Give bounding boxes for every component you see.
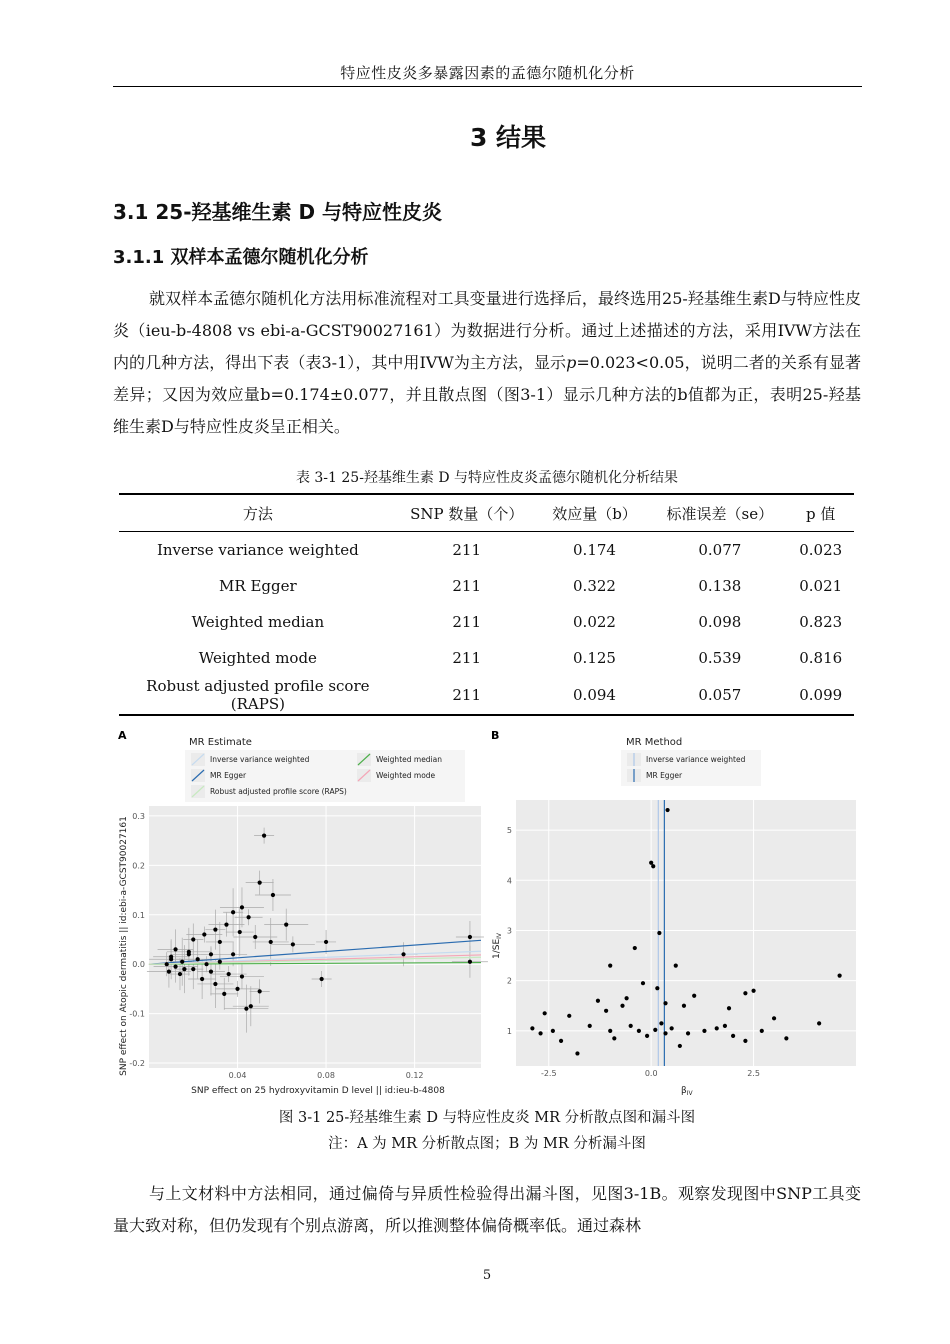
panel-b-label: B — [491, 729, 500, 742]
col-header-snp: SNP 数量（个） — [397, 494, 537, 532]
data-point — [196, 957, 200, 961]
data-point — [191, 937, 195, 941]
x-tick-label: 2.5 — [747, 1069, 760, 1078]
data-point — [655, 986, 659, 990]
data-point — [173, 965, 177, 969]
data-point — [629, 1024, 633, 1028]
data-point — [169, 957, 173, 961]
data-point — [641, 981, 645, 985]
data-point — [180, 960, 184, 964]
y-tick-label: 0.0 — [132, 960, 145, 970]
data-point — [200, 977, 204, 981]
data-point — [625, 996, 629, 1000]
data-point — [240, 905, 244, 909]
data-point — [670, 1026, 674, 1030]
data-point — [167, 970, 171, 974]
x-tick-label: 0.0 — [644, 1069, 658, 1078]
data-point — [213, 927, 217, 931]
data-point — [231, 952, 235, 956]
data-point — [633, 946, 637, 950]
data-point — [559, 1039, 563, 1043]
data-point — [575, 1051, 579, 1055]
x-tick-label: 0.12 — [405, 1071, 424, 1080]
data-point — [784, 1036, 788, 1040]
x-tick-label: -2.5 — [540, 1069, 557, 1078]
data-point — [224, 923, 228, 927]
legend-label: Inverse variance weighted — [646, 755, 746, 764]
cell-snp: 211 — [452, 649, 482, 667]
data-point — [253, 935, 257, 939]
data-point — [620, 1004, 624, 1008]
data-point — [235, 987, 239, 991]
data-point — [204, 962, 208, 966]
data-point — [209, 970, 213, 974]
paragraph-1-text-b: =0.023<0.05，说明二者的关系有显著差异；又因为效应量b=0.174±0.077，并且散点图（图3-1）显示几种方法的b值都为正，表明25-羟基维生素D与特应性皮炎呈正相关。 — [113, 353, 861, 436]
data-point — [715, 1026, 719, 1030]
panel-b-legend-title: MR Method — [626, 737, 683, 748]
data-point — [608, 1029, 612, 1033]
panel-a-ylabel: SNP effect on Atopic dermatitis || id:ebi-a-GCST90027161 — [119, 816, 129, 1076]
data-point — [291, 942, 295, 946]
data-point — [249, 1004, 253, 1008]
panel-a-label: A — [118, 729, 127, 742]
data-point — [258, 881, 262, 885]
cell-method: Weighted mode — [198, 649, 317, 667]
table-header-row — [119, 494, 854, 532]
data-point — [674, 964, 678, 968]
data-point — [551, 1029, 555, 1033]
table-row — [119, 640, 854, 676]
data-point — [596, 999, 600, 1003]
data-point — [760, 1029, 764, 1033]
data-point — [637, 1029, 641, 1033]
x-tick-label: 0.04 — [228, 1071, 247, 1080]
data-point — [222, 992, 226, 996]
data-point — [645, 1034, 649, 1038]
col-header-p: p 值 — [787, 494, 854, 532]
data-point — [772, 1016, 776, 1020]
p-symbol: p — [566, 353, 577, 372]
legend-label: Weighted median — [376, 755, 443, 764]
data-point — [653, 1028, 657, 1032]
panel-a-legend-title: MR Estimate — [189, 737, 252, 748]
data-point — [218, 960, 222, 964]
data-point — [604, 1009, 608, 1013]
data-point — [269, 940, 273, 944]
y-tick-label: 0.2 — [132, 861, 145, 871]
data-point — [543, 1011, 547, 1015]
data-point — [468, 960, 472, 964]
cell-se: 0.098 — [698, 613, 742, 631]
results-table — [119, 493, 854, 716]
data-point — [244, 1007, 248, 1011]
legend-label: Weighted mode — [376, 771, 436, 780]
data-point — [538, 1031, 542, 1035]
figure-caption: 图 3-1 25-羟基维生素 D 与特应性皮炎 MR 分析散点图和漏斗图 — [278, 1110, 696, 1126]
col-header-se: 标准误差（se） — [652, 494, 787, 532]
section-heading: 3.1 25-羟基维生素 D 与特应性皮炎 — [113, 200, 443, 224]
legend-label: MR Egger — [646, 771, 683, 780]
paragraph-2: 与上文材料中方法相同，通过偏倚与异质性检验得出漏斗图，见图3-1B。观察发现图中SNP工具变量大致对称，但仍发现有个别点游离，所以推测整体偏倚概率低。通过森林 — [113, 1184, 861, 1235]
panel-b-plot — [507, 800, 856, 1078]
data-point — [191, 967, 195, 971]
data-point — [702, 1029, 706, 1033]
data-point — [651, 864, 655, 868]
legend-label: Robust adjusted profile score (RAPS) — [210, 787, 347, 796]
table-row — [119, 532, 854, 569]
data-point — [231, 910, 235, 914]
y-tick-label: -0.1 — [129, 1009, 145, 1019]
col-header-b: 效应量（b） — [537, 494, 653, 532]
data-point — [209, 952, 213, 956]
panel-a-background — [149, 806, 481, 1068]
table-row — [119, 604, 854, 640]
data-point — [743, 991, 747, 995]
cell-snp: 211 — [452, 577, 482, 595]
data-point — [608, 964, 612, 968]
y-tick-label: 0.1 — [132, 910, 145, 920]
data-point — [723, 1024, 727, 1028]
data-point — [165, 962, 169, 966]
y-tick-label: -0.2 — [129, 1059, 145, 1069]
data-point — [659, 1021, 663, 1025]
data-point — [324, 940, 328, 944]
chapter-title: 3 结果 — [469, 123, 547, 152]
legend-label: MR Egger — [210, 771, 247, 780]
cell-b: 0.022 — [573, 613, 616, 631]
cell-p: 0.099 — [787, 676, 854, 715]
data-point — [588, 1024, 592, 1028]
cell-p: 0.823 — [799, 613, 843, 631]
data-point — [247, 915, 251, 919]
panel-b-background — [516, 800, 856, 1066]
data-point — [657, 931, 661, 935]
data-point — [663, 1031, 667, 1035]
data-point — [401, 952, 405, 956]
data-point — [612, 1036, 616, 1040]
data-point — [213, 982, 217, 986]
col-header-method: 方法 — [119, 494, 397, 532]
data-point — [262, 834, 266, 838]
y-tick-label: 4 — [506, 876, 512, 886]
panel-b-legend — [621, 750, 761, 786]
data-point — [731, 1034, 735, 1038]
x-tick-label: 0.08 — [317, 1071, 335, 1080]
data-point — [817, 1021, 821, 1025]
cell-b: 0.322 — [573, 577, 616, 595]
cell-b: 0.174 — [573, 541, 616, 559]
y-tick-label: 1 — [506, 1026, 512, 1036]
data-point — [692, 994, 696, 998]
cell-method: Weighted median — [191, 613, 325, 631]
panel-a-plot — [129, 806, 488, 1080]
data-point — [751, 989, 755, 993]
data-point — [567, 1014, 571, 1018]
y-tick-label: 2 — [506, 976, 512, 986]
figure-svg — [113, 724, 861, 1100]
data-point — [468, 935, 472, 939]
data-point — [320, 977, 324, 981]
cell-se: 0.138 — [698, 577, 742, 595]
y-tick-label: 0.3 — [132, 811, 145, 821]
cell-b: 0.094 — [537, 676, 653, 715]
data-point — [240, 974, 244, 978]
data-point — [838, 974, 842, 978]
cell-p: 0.023 — [799, 541, 843, 559]
cell-b: 0.125 — [573, 649, 616, 667]
table-row — [119, 676, 854, 715]
data-point — [258, 989, 262, 993]
cell-method: MR Egger — [219, 577, 297, 595]
panel-b-ylabel: $1/SE_{IV}$ — [492, 932, 503, 960]
cell-method: Robust adjusted profile score (RAPS) — [119, 676, 397, 715]
data-point — [271, 893, 275, 897]
data-point — [238, 930, 242, 934]
paragraph-1-text-a: 就双样本孟德尔随机化方法用标准流程对工具变量进行选择后，最终选用25-羟基维生素D与特应性皮炎（ieu-b-4808 vs ebi-a-GCST90027161）为数据进行分析。通过上述描述的方法，采用IVW方法在内的几种方法，得出下表（表3-1），其中用IVW为主方法，显示 — [113, 289, 861, 372]
panel-a-xlabel: SNP effect on 25 hydroxyvitamin D level || id:ieu-b-4808 — [191, 1086, 445, 1096]
data-point — [743, 1039, 747, 1043]
data-point — [182, 967, 186, 971]
cell-se: 0.539 — [698, 649, 742, 667]
data-point — [173, 947, 177, 951]
header-rule — [113, 86, 862, 87]
cell-method: Inverse variance weighted — [156, 541, 359, 559]
data-point — [665, 808, 669, 812]
cell-snp: 211 — [397, 676, 537, 715]
data-point — [202, 932, 206, 936]
table-row — [119, 568, 854, 604]
data-point — [178, 972, 182, 976]
data-point — [649, 861, 653, 865]
subsection-heading: 3.1.1 双样本孟德尔随机化分析 — [113, 247, 369, 268]
y-tick-label: 5 — [506, 826, 512, 836]
running-header: 特应性皮炎多暴露因素的孟德尔随机化分析 — [340, 64, 635, 82]
cell-snp: 211 — [452, 541, 482, 559]
table-caption: 表 3-1 25-羟基维生素 D 与特应性皮炎孟德尔随机化分析结果 — [295, 470, 679, 486]
data-point — [218, 940, 222, 944]
data-point — [682, 1004, 686, 1008]
cell-p: 0.021 — [799, 577, 843, 595]
figure-3-1 — [113, 724, 861, 1100]
legend-label: Inverse variance weighted — [210, 755, 310, 764]
y-tick-label: 3 — [506, 926, 512, 936]
cell-se: 0.077 — [698, 541, 742, 559]
data-point — [227, 972, 231, 976]
panel-a-legend — [185, 750, 465, 802]
figure-note: 注：A 为 MR 分析散点图；B 为 MR 分析漏斗图 — [328, 1136, 646, 1152]
data-point — [663, 1001, 667, 1005]
cell-snp: 211 — [452, 613, 482, 631]
data-point — [686, 1031, 690, 1035]
data-point — [284, 923, 288, 927]
cell-p: 0.816 — [799, 649, 843, 667]
cell-se: 0.057 — [652, 676, 787, 715]
paragraph-1 — [113, 283, 861, 443]
data-point — [678, 1044, 682, 1048]
data-point — [187, 952, 191, 956]
data-point — [727, 1006, 731, 1010]
data-point — [530, 1026, 534, 1030]
panel-b-xlabel: $\beta_{IV}$ — [681, 1086, 693, 1097]
page-number: 5 — [482, 1268, 492, 1283]
